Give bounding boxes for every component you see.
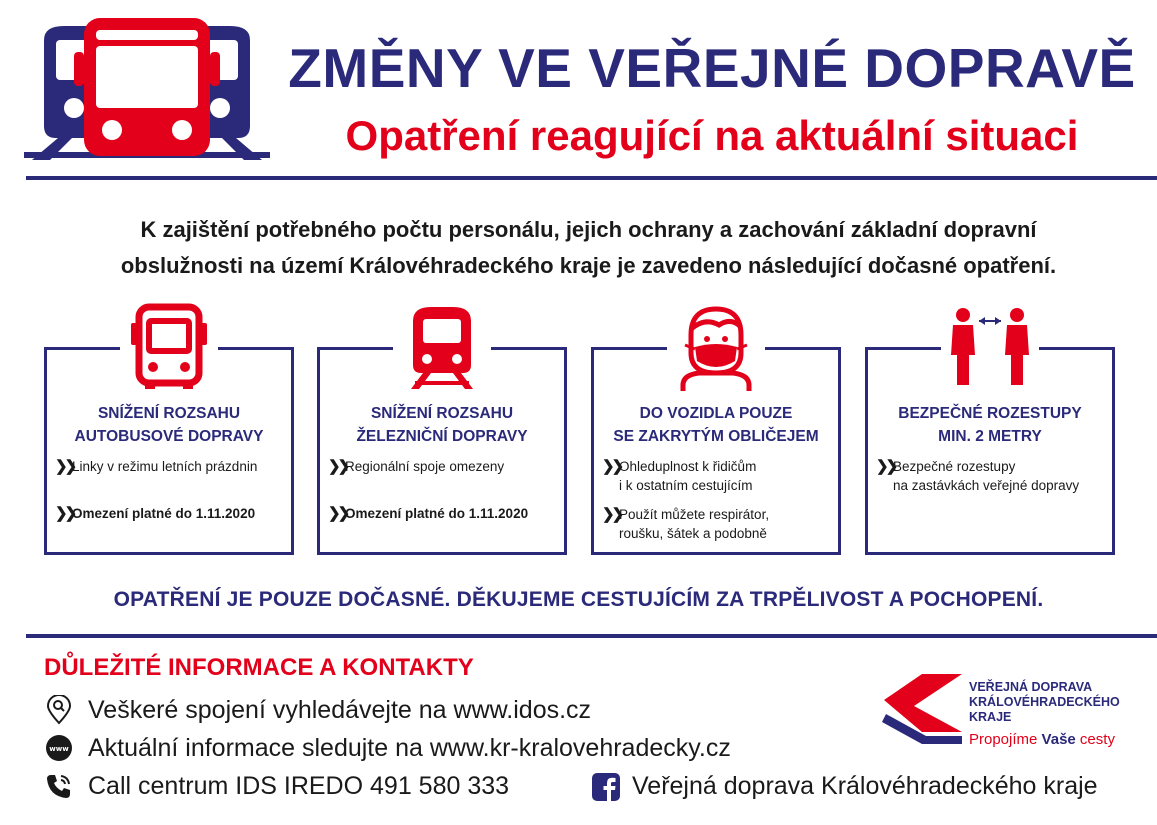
intro-text bbox=[20, 212, 1157, 284]
train-bus-logo-icon bbox=[24, 18, 270, 166]
card-bullet: ❯❯Ohleduplnost k řidičům i k ostatním cestujícím bbox=[602, 458, 757, 493]
card-bus bbox=[44, 347, 294, 555]
page-title: ZMĚNY VE VEŘEJNÉ DOPRAVĚ bbox=[288, 37, 1136, 99]
train-icon bbox=[393, 298, 491, 396]
contact-phone[interactable] bbox=[44, 769, 509, 803]
facebook-link[interactable] bbox=[592, 772, 1098, 801]
chevron-right-icon: ❯❯ bbox=[876, 458, 896, 475]
card-bullet: ❯❯Omezení platné do 1.11.2020 bbox=[55, 505, 256, 522]
contact-idos[interactable] bbox=[44, 693, 591, 727]
card-social-distance bbox=[865, 347, 1115, 555]
header-divider bbox=[26, 176, 1157, 180]
card-title: SNÍŽENÍ ROZSAHU ŽELEZNIČNÍ DOPRAVY bbox=[356, 405, 528, 445]
card-bullet: ❯❯Omezení platné do 1.11.2020 bbox=[328, 505, 529, 522]
card-train bbox=[317, 347, 567, 555]
www-icon bbox=[44, 733, 74, 763]
phone-icon bbox=[44, 771, 74, 801]
brand-slogan: Propojíme Vaše cesty bbox=[969, 731, 1115, 748]
card-bullet: ❯❯Použít můžete respirátor, roušku, šátek a podobně bbox=[602, 506, 770, 541]
contacts-title: DŮLEŽITÉ INFORMACE A KONTAKTY bbox=[44, 654, 474, 681]
card-bullet: ❯❯Regionální spoje omezeny bbox=[328, 458, 505, 475]
face-mask-icon bbox=[667, 298, 765, 396]
svg-text:www: www bbox=[49, 745, 69, 753]
intro-line: K zajištění potřebného počtu personálu, jejich ochrany a zachování základní dopravní bbox=[140, 217, 1037, 242]
chevron-right-icon: ❯❯ bbox=[328, 505, 348, 522]
card-bullet: ❯❯Bezpečné rozestupy na zastávkách veřejné dopravy bbox=[876, 458, 1080, 493]
chevron-right-icon: ❯❯ bbox=[602, 506, 622, 523]
facebook-text: Veřejná doprava Královéhradeckého kraje bbox=[632, 772, 1098, 800]
contact-text: Aktuální informace sledujte na www.kr-kralovehradecky.cz bbox=[88, 733, 731, 762]
intro-line: obslužnosti na území Královéhradeckého kraje je zavedeno následující dočasné opatření. bbox=[120, 253, 1057, 278]
contact-text: Veškeré spojení vyhledávejte na www.idos.cz bbox=[88, 695, 592, 724]
brand-name: VEŘEJNÁ DOPRAVA KRÁLOVÉHRADECKÉHO KRAJE bbox=[969, 680, 1120, 724]
chevron-right-icon: ❯❯ bbox=[55, 505, 75, 522]
card-title: BEZPEČNÉ ROZESTUPY MIN. 2 METRY bbox=[898, 405, 1082, 445]
card-bullet: ❯❯Linky v režimu letních prázdnin bbox=[55, 458, 258, 475]
facebook-icon bbox=[592, 773, 620, 801]
closing-message: OPATŘENÍ JE POUZE DOČASNÉ. DĚKUJEME CESTUJÍCÍM ZA TRPĚLIVOST A POCHOPENÍ. bbox=[113, 588, 1044, 611]
chevron-right-icon: ❯❯ bbox=[328, 458, 348, 475]
card-title: DO VOZIDLA POUZE SE ZAKRYTÝM OBLIČEJEM bbox=[613, 405, 819, 445]
chevron-right-icon: ❯❯ bbox=[55, 458, 75, 475]
footer-divider bbox=[26, 634, 1157, 638]
contact-text: Call centrum IDS IREDO 491 580 333 bbox=[88, 771, 510, 800]
card-face-mask bbox=[591, 347, 841, 555]
chevron-right-icon: ❯❯ bbox=[602, 458, 622, 475]
contact-web[interactable] bbox=[44, 731, 731, 765]
bus-icon bbox=[120, 298, 218, 396]
location-search-icon bbox=[44, 695, 74, 725]
page-subtitle: Opatření reagující na aktuální situaci bbox=[345, 112, 1079, 159]
card-title: SNÍŽENÍ ROZSAHU AUTOBUSOVÉ DOPRAVY bbox=[74, 405, 264, 445]
social-distance-icon bbox=[941, 298, 1039, 396]
